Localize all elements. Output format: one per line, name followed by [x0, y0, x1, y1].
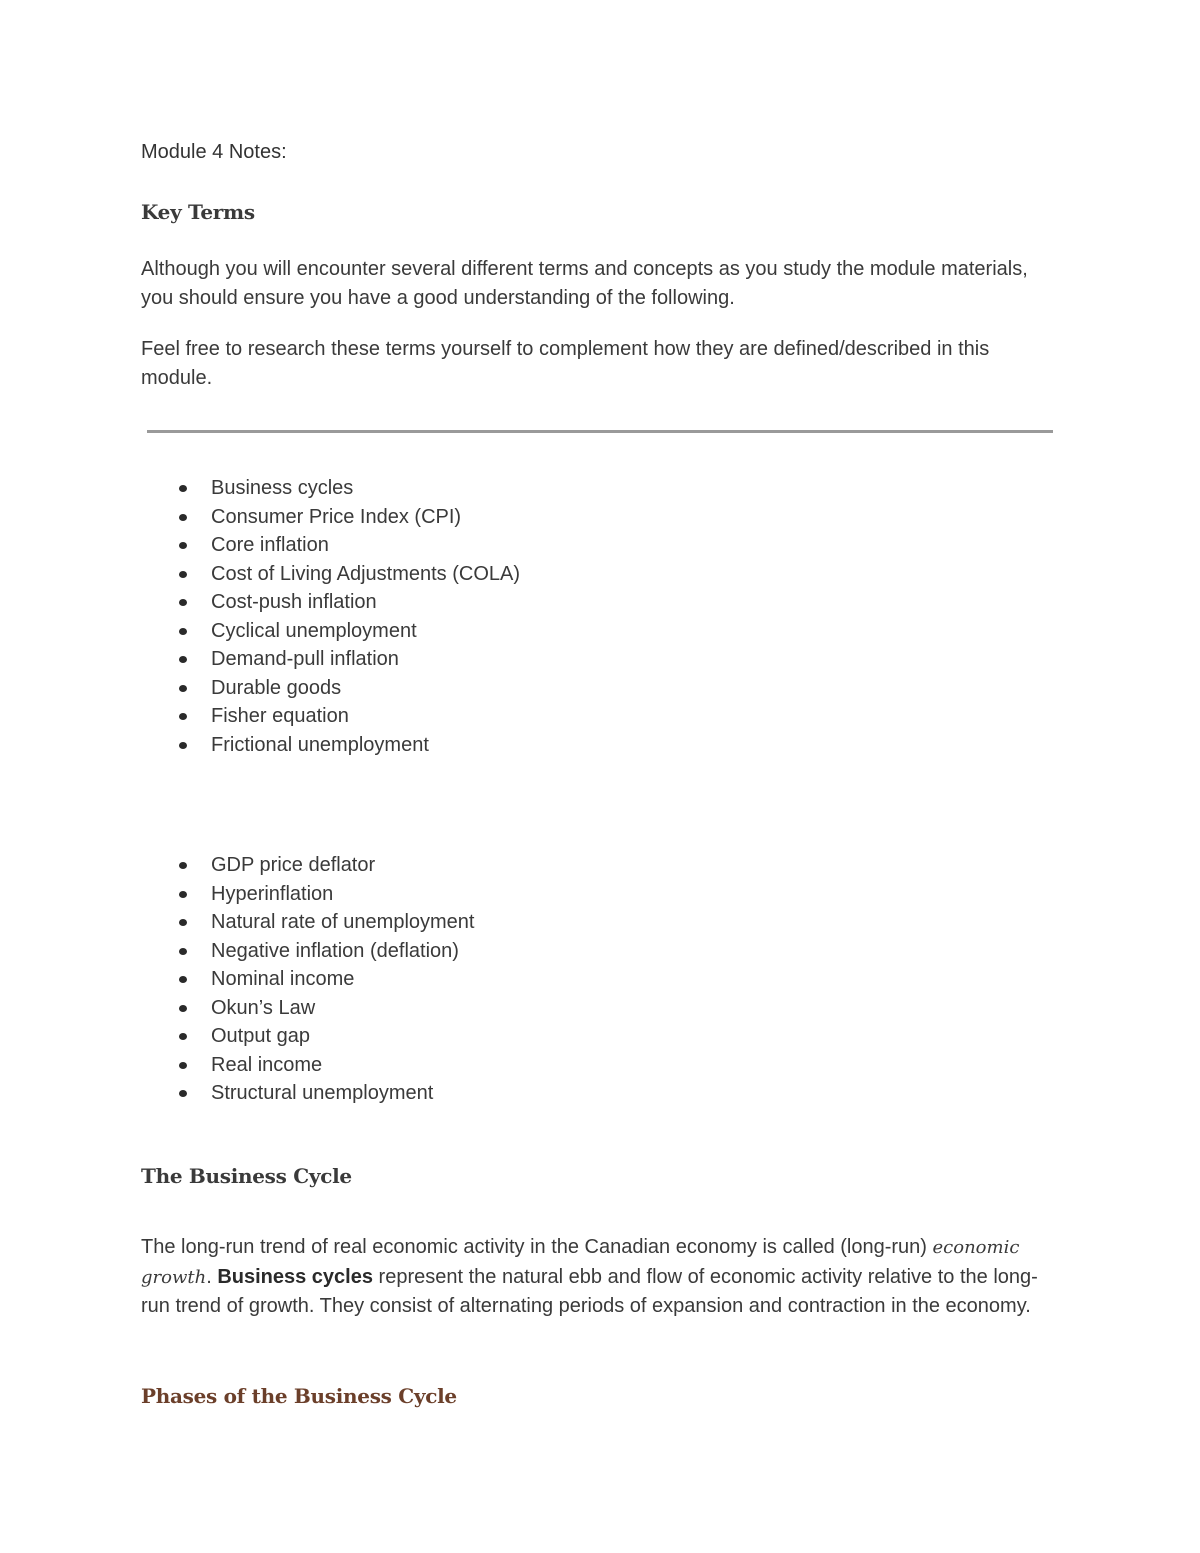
bullet-icon [179, 713, 187, 720]
paragraph-text-part-3: represent the natural ebb and flow of economic activity relative to the long-run trend of growth. They consist of alternating periods of expansion and contraction in the economy. [141, 1265, 1038, 1317]
list-item [141, 1051, 474, 1080]
bullet-icon [179, 919, 187, 926]
term-label: Cost of Living Adjustments (COLA) [211, 562, 521, 585]
term-label: Cost-push inflation [211, 591, 377, 613]
economic-growth-emphasis: economic growth [141, 1237, 1020, 1288]
term-label: Okun’s Law [211, 996, 316, 1019]
list-item [141, 531, 520, 560]
bullet-icon [179, 1033, 187, 1040]
bullet-icon [179, 948, 187, 955]
list-item [141, 880, 474, 909]
bullet-icon [179, 485, 187, 492]
bullet-icon [179, 1090, 187, 1097]
term-label: Demand-pull inflation [211, 648, 399, 670]
term-label: Durable goods [211, 676, 342, 699]
list-item [141, 937, 474, 966]
term-label: Structural unemployment [211, 1082, 434, 1104]
term-label: Hyperinflation [211, 882, 334, 905]
list-item [141, 474, 520, 503]
list-item [141, 560, 520, 589]
bullet-icon [179, 976, 187, 983]
list-item [141, 674, 520, 703]
list-item [141, 994, 474, 1023]
list-item [141, 908, 474, 937]
bullet-icon [179, 685, 187, 692]
bullet-icon [179, 1005, 187, 1012]
bullet-icon [179, 742, 187, 749]
list-item [141, 503, 520, 532]
list-item [141, 965, 474, 994]
term-label: Business cycles [211, 477, 354, 499]
business-cycle-paragraph [141, 1233, 1061, 1321]
business-cycles-strong: Business cycles [217, 1265, 373, 1288]
term-label: Natural rate of unemployment [211, 911, 475, 933]
phases-heading: Phases of the Business Cycle [141, 1384, 457, 1408]
term-label: Output gap [211, 1025, 310, 1047]
list-item [141, 1022, 474, 1051]
intro-paragraph-1: Although you will encounter several different terms and concepts as you study the module materials, you should ensure you have a good understanding of the following. [141, 258, 1028, 309]
term-label: Negative inflation (deflation) [211, 939, 459, 962]
notes-title: Module 4 Notes: [141, 141, 287, 163]
bullet-icon [179, 862, 187, 869]
business-cycle-heading: The Business Cycle [141, 1164, 352, 1188]
term-label: Consumer Price Index (CPI) [211, 505, 462, 528]
bullet-icon [179, 571, 187, 578]
paragraph-text-part-2: . [206, 1265, 218, 1288]
bullet-icon [179, 542, 187, 549]
term-label: Cyclical unemployment [211, 619, 417, 642]
bullet-icon [179, 1062, 187, 1069]
list-item [141, 588, 520, 617]
bullet-icon [179, 628, 187, 635]
term-label: Nominal income [211, 968, 355, 990]
term-label: GDP price deflator [211, 854, 376, 876]
term-label: Frictional unemployment [211, 733, 429, 756]
intro-paragraph-2: Feel free to research these terms yourself to complement how they are defined/described in this module. [141, 338, 990, 389]
list-item [141, 1079, 474, 1108]
bullet-icon [179, 599, 187, 606]
list-item [141, 851, 474, 880]
term-label: Real income [211, 1053, 323, 1076]
paragraph-text-part-1: The long-run trend of real economic activity in the Canadian economy is called (long-run) [141, 1236, 933, 1258]
key-terms-heading: Key Terms [141, 200, 255, 224]
bullet-icon [179, 891, 187, 898]
term-label: Core inflation [211, 534, 329, 556]
key-terms-list-2 [141, 851, 474, 1108]
bullet-icon [179, 514, 187, 521]
term-label: Fisher equation [211, 705, 349, 727]
list-item [141, 731, 520, 760]
list-item [141, 702, 520, 731]
bullet-icon [179, 656, 187, 663]
key-terms-list-1 [141, 474, 520, 759]
list-item [141, 617, 520, 646]
horizontal-divider [147, 430, 1053, 433]
list-item [141, 645, 520, 674]
